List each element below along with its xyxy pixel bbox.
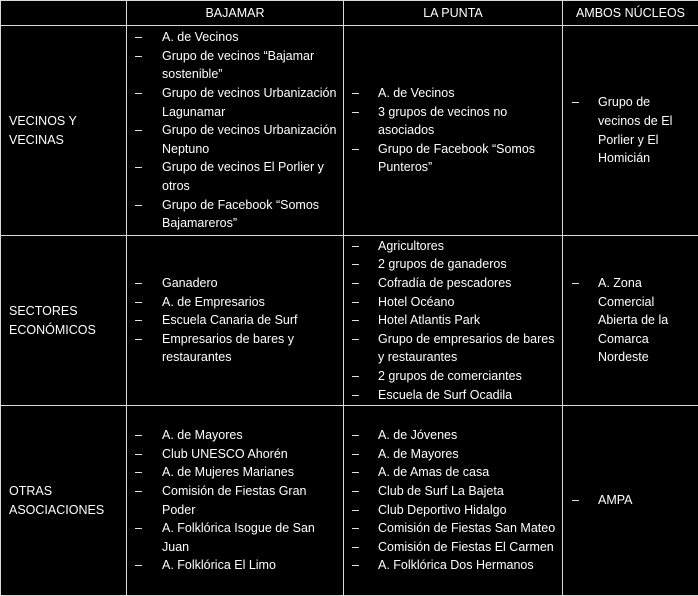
cell-la-punta bbox=[344, 236, 563, 406]
list-item: – A. de Mayores bbox=[127, 426, 343, 445]
bullet-list bbox=[344, 237, 562, 404]
row-label: VECINOS Y VECINAS bbox=[1, 26, 127, 236]
row-label: OTRAS ASOCIACIONES bbox=[1, 406, 127, 596]
list-item: – Grupo de vecinos El Porlier y otros bbox=[127, 158, 343, 195]
list-item: – Club de Surf La Bajeta bbox=[344, 482, 562, 501]
list-item: – Grupo de Facebook “Somos Bajamareros” bbox=[127, 196, 343, 233]
header-blank bbox=[1, 1, 127, 26]
list-item: – Hotel Océano bbox=[344, 293, 562, 312]
bullet-list bbox=[563, 491, 698, 510]
list-item: – Grupo de Facebook “Somos Punteros” bbox=[344, 140, 562, 177]
list-item: – Agricultores bbox=[344, 237, 562, 256]
header-bajamar: BAJAMAR bbox=[127, 1, 344, 26]
list-item: – Hotel Atlantis Park bbox=[344, 311, 562, 330]
list-item: – Empresarios de bares y restaurantes bbox=[127, 330, 343, 367]
list-item: – 3 grupos de vecinos no asociados bbox=[344, 103, 562, 140]
bullet-list bbox=[344, 84, 562, 177]
bullet-list bbox=[563, 93, 698, 167]
list-item: – A. Zona Comercial Abierta de la Comarca Nordeste bbox=[563, 274, 698, 367]
list-item: – Ganadero bbox=[127, 274, 343, 293]
list-item: – Comisión de Fiestas San Mateo bbox=[344, 519, 562, 538]
list-item: – A. de Vecinos bbox=[344, 84, 562, 103]
list-item: – Grupo de vecinos “Bajamar sostenible” bbox=[127, 47, 343, 84]
header-la-punta: LA PUNTA bbox=[344, 1, 563, 26]
list-item: – AMPA bbox=[563, 491, 698, 510]
list-item: – Escuela de Surf Ocadila bbox=[344, 386, 562, 405]
bullet-list bbox=[563, 274, 698, 367]
cell-bajamar bbox=[127, 236, 344, 406]
list-item: – A. de Mujeres Marianes bbox=[127, 463, 343, 482]
cell-bajamar bbox=[127, 406, 344, 596]
bullet-list bbox=[127, 426, 343, 575]
list-item: – Cofradía de pescadores bbox=[344, 274, 562, 293]
list-item: – Comisión de Fiestas El Carmen bbox=[344, 538, 562, 557]
row-label: SECTORES ECONÓMICOS bbox=[1, 236, 127, 406]
cell-ambos-nucleos bbox=[563, 26, 698, 236]
list-item: – A. de Mayores bbox=[344, 445, 562, 464]
list-item: – A. de Empresarios bbox=[127, 293, 343, 312]
list-item: – A. de Jóvenes bbox=[344, 426, 562, 445]
list-item: – A. Folklórica Dos Hermanos bbox=[344, 556, 562, 575]
list-item: – Grupo de vecinos Urbanización Lagunamar bbox=[127, 84, 343, 121]
bullet-list bbox=[127, 28, 343, 233]
list-item: – Grupo de vecinos Urbanización Neptuno bbox=[127, 121, 343, 158]
header-ambos-nucleos: AMBOS NÚCLEOS bbox=[563, 1, 698, 26]
row-sectores bbox=[1, 236, 698, 406]
bullet-list bbox=[344, 426, 562, 575]
cell-bajamar bbox=[127, 26, 344, 236]
list-item: – A. de Amas de casa bbox=[344, 463, 562, 482]
row-vecinos bbox=[1, 26, 698, 236]
cell-ambos-nucleos bbox=[563, 236, 698, 406]
header-row bbox=[1, 1, 698, 26]
bullet-list bbox=[127, 274, 343, 367]
list-item: – A. Folklórica Isogue de San Juan bbox=[127, 519, 343, 556]
list-item: – 2 grupos de ganaderos bbox=[344, 255, 562, 274]
list-item: – A. de Vecinos bbox=[127, 28, 343, 47]
list-item: – Grupo de empresarios de bares y restaurantes bbox=[344, 330, 562, 367]
cell-ambos-nucleos bbox=[563, 406, 698, 596]
cell-la-punta bbox=[344, 26, 563, 236]
list-item: – Grupo de vecinos de El Porlier y El Homicián bbox=[563, 93, 698, 167]
list-item: – Club UNESCO Ahorén bbox=[127, 445, 343, 464]
list-item: – Club Deportivo Hidalgo bbox=[344, 501, 562, 520]
cell-la-punta bbox=[344, 406, 563, 596]
list-item: – Comisión de Fiestas Gran Poder bbox=[127, 482, 343, 519]
list-item: – 2 grupos de comerciantes bbox=[344, 367, 562, 386]
row-otras bbox=[1, 406, 698, 596]
list-item: – Escuela Canaria de Surf bbox=[127, 311, 343, 330]
list-item: – A. Folklórica El Limo bbox=[127, 556, 343, 575]
